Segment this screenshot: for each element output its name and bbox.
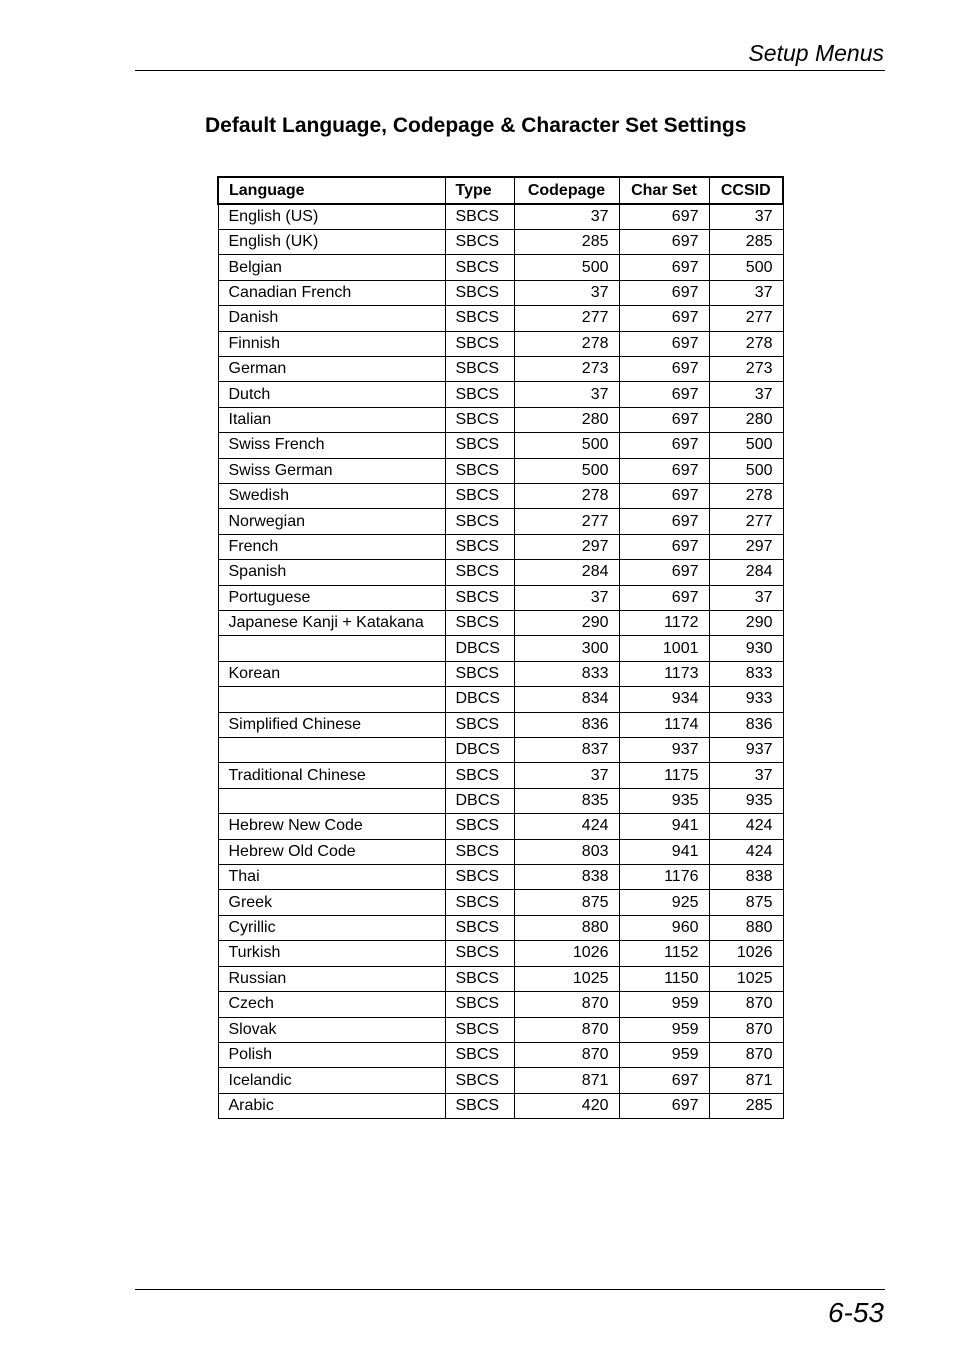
table-row [218, 611, 783, 636]
cell-ccsid: 284 [709, 560, 783, 585]
running-header: Setup Menus [748, 40, 884, 66]
cell-ccsid: 278 [709, 483, 783, 508]
cell-language: German [218, 356, 445, 381]
cell-codepage: 37 [514, 280, 619, 305]
cell-codepage: 37 [514, 204, 619, 229]
cell-ccsid: 290 [709, 611, 783, 636]
cell-type: SBCS [445, 433, 514, 458]
cell-codepage: 835 [514, 788, 619, 813]
cell-type: SBCS [445, 229, 514, 254]
cell-ccsid: 838 [709, 865, 783, 890]
cell-language: Traditional Chinese [218, 763, 445, 788]
cell-ccsid: 930 [709, 636, 783, 661]
table-row [218, 992, 783, 1017]
table-row [218, 433, 783, 458]
cell-codepage: 500 [514, 458, 619, 483]
cell-codepage: 837 [514, 738, 619, 763]
cell-char-set: 697 [619, 229, 709, 254]
cell-ccsid: 833 [709, 661, 783, 686]
cell-type: SBCS [445, 534, 514, 559]
table-row [218, 941, 783, 966]
cell-ccsid: 277 [709, 306, 783, 331]
cell-ccsid: 836 [709, 712, 783, 737]
cell-type: SBCS [445, 992, 514, 1017]
cell-codepage: 803 [514, 839, 619, 864]
table-row [218, 560, 783, 585]
cell-codepage: 836 [514, 712, 619, 737]
cell-type: DBCS [445, 788, 514, 813]
cell-ccsid: 500 [709, 255, 783, 280]
table-row [218, 585, 783, 610]
cell-ccsid: 37 [709, 382, 783, 407]
table-row [218, 687, 783, 712]
cell-type: SBCS [445, 712, 514, 737]
cell-type: SBCS [445, 1042, 514, 1067]
cell-type: SBCS [445, 839, 514, 864]
cell-ccsid: 1025 [709, 966, 783, 991]
cell-char-set: 959 [619, 1017, 709, 1042]
cell-codepage: 284 [514, 560, 619, 585]
table-row [218, 661, 783, 686]
table-body [218, 204, 783, 1119]
cell-language: Swiss German [218, 458, 445, 483]
column-header-char-set: Char Set [619, 177, 709, 204]
table-row [218, 966, 783, 991]
cell-type: SBCS [445, 483, 514, 508]
cell-language [218, 636, 445, 661]
cell-type: SBCS [445, 255, 514, 280]
cell-type: SBCS [445, 356, 514, 381]
cell-char-set: 697 [619, 306, 709, 331]
cell-language: Spanish [218, 560, 445, 585]
cell-char-set: 1175 [619, 763, 709, 788]
table-row [218, 814, 783, 839]
cell-codepage: 875 [514, 890, 619, 915]
cell-ccsid: 424 [709, 839, 783, 864]
table-row [218, 331, 783, 356]
header-rule [135, 70, 885, 71]
table-row [218, 788, 783, 813]
cell-ccsid: 870 [709, 1042, 783, 1067]
cell-language: Swiss French [218, 433, 445, 458]
cell-char-set: 697 [619, 407, 709, 432]
cell-char-set: 697 [619, 534, 709, 559]
cell-codepage: 833 [514, 661, 619, 686]
cell-language: Finnish [218, 331, 445, 356]
cell-type: SBCS [445, 458, 514, 483]
cell-language: Belgian [218, 255, 445, 280]
cell-type: SBCS [445, 560, 514, 585]
cell-type: SBCS [445, 585, 514, 610]
cell-language: Greek [218, 890, 445, 915]
cell-char-set: 1173 [619, 661, 709, 686]
cell-char-set: 960 [619, 915, 709, 940]
cell-ccsid: 37 [709, 204, 783, 229]
cell-language: Italian [218, 407, 445, 432]
cell-ccsid: 1026 [709, 941, 783, 966]
cell-char-set: 697 [619, 458, 709, 483]
cell-type: SBCS [445, 1017, 514, 1042]
cell-type: SBCS [445, 661, 514, 686]
cell-language: Czech [218, 992, 445, 1017]
cell-codepage: 37 [514, 585, 619, 610]
cell-codepage: 420 [514, 1093, 619, 1118]
cell-codepage: 500 [514, 255, 619, 280]
table-row [218, 738, 783, 763]
table-row [218, 763, 783, 788]
table-row [218, 1068, 783, 1093]
page-number: 6-53 [827, 1297, 884, 1328]
cell-ccsid: 871 [709, 1068, 783, 1093]
table-row [218, 839, 783, 864]
cell-char-set: 925 [619, 890, 709, 915]
cell-char-set: 697 [619, 331, 709, 356]
cell-codepage: 278 [514, 331, 619, 356]
cell-type: SBCS [445, 865, 514, 890]
cell-language: Turkish [218, 941, 445, 966]
cell-char-set: 697 [619, 1068, 709, 1093]
cell-language: Swedish [218, 483, 445, 508]
cell-char-set: 697 [619, 204, 709, 229]
cell-ccsid: 937 [709, 738, 783, 763]
table-row [218, 915, 783, 940]
cell-char-set: 697 [619, 280, 709, 305]
cell-char-set: 697 [619, 509, 709, 534]
cell-char-set: 697 [619, 483, 709, 508]
cell-language: Hebrew Old Code [218, 839, 445, 864]
table-row [218, 890, 783, 915]
cell-language: Polish [218, 1042, 445, 1067]
cell-type: SBCS [445, 1068, 514, 1093]
cell-type: SBCS [445, 763, 514, 788]
cell-char-set: 1150 [619, 966, 709, 991]
table-row [218, 1093, 783, 1118]
cell-language: English (US) [218, 204, 445, 229]
cell-language: Canadian French [218, 280, 445, 305]
cell-ccsid: 880 [709, 915, 783, 940]
table-row [218, 280, 783, 305]
cell-ccsid: 870 [709, 1017, 783, 1042]
cell-language: Korean [218, 661, 445, 686]
cell-codepage: 834 [514, 687, 619, 712]
table-row [218, 204, 783, 229]
cell-char-set: 697 [619, 1093, 709, 1118]
cell-char-set: 935 [619, 788, 709, 813]
table-row [218, 229, 783, 254]
cell-language [218, 788, 445, 813]
cell-language: Icelandic [218, 1068, 445, 1093]
table-row [218, 306, 783, 331]
cell-language: Cyrillic [218, 915, 445, 940]
cell-type: SBCS [445, 407, 514, 432]
column-header-codepage: Codepage [514, 177, 619, 204]
cell-language: Thai [218, 865, 445, 890]
cell-ccsid: 37 [709, 280, 783, 305]
table-row [218, 356, 783, 381]
column-header-language: Language [218, 177, 445, 204]
cell-ccsid: 285 [709, 1093, 783, 1118]
cell-codepage: 285 [514, 229, 619, 254]
cell-type: SBCS [445, 382, 514, 407]
cell-type: SBCS [445, 306, 514, 331]
cell-ccsid: 935 [709, 788, 783, 813]
cell-type: DBCS [445, 687, 514, 712]
cell-language: Dutch [218, 382, 445, 407]
cell-language: Japanese Kanji + Katakana [218, 611, 445, 636]
cell-codepage: 37 [514, 763, 619, 788]
cell-codepage: 273 [514, 356, 619, 381]
cell-ccsid: 424 [709, 814, 783, 839]
cell-language: Russian [218, 966, 445, 991]
cell-char-set: 959 [619, 992, 709, 1017]
cell-type: SBCS [445, 915, 514, 940]
cell-ccsid: 875 [709, 890, 783, 915]
cell-char-set: 941 [619, 814, 709, 839]
cell-type: SBCS [445, 611, 514, 636]
cell-language: Simplified Chinese [218, 712, 445, 737]
cell-codepage: 500 [514, 433, 619, 458]
table-row [218, 509, 783, 534]
table-row [218, 1042, 783, 1067]
section-title: Default Language, Codepage & Character Set Settings [205, 114, 747, 137]
cell-char-set: 941 [619, 839, 709, 864]
cell-type: SBCS [445, 1093, 514, 1118]
cell-type: SBCS [445, 814, 514, 839]
cell-language: Slovak [218, 1017, 445, 1042]
cell-char-set: 1001 [619, 636, 709, 661]
cell-ccsid: 277 [709, 509, 783, 534]
cell-ccsid: 933 [709, 687, 783, 712]
cell-char-set: 697 [619, 433, 709, 458]
cell-char-set: 697 [619, 585, 709, 610]
cell-codepage: 277 [514, 306, 619, 331]
cell-ccsid: 285 [709, 229, 783, 254]
cell-type: SBCS [445, 280, 514, 305]
cell-codepage: 870 [514, 992, 619, 1017]
cell-language [218, 738, 445, 763]
table-row [218, 1017, 783, 1042]
cell-type: DBCS [445, 636, 514, 661]
cell-codepage: 870 [514, 1042, 619, 1067]
cell-type: SBCS [445, 509, 514, 534]
cell-language: Hebrew New Code [218, 814, 445, 839]
cell-ccsid: 297 [709, 534, 783, 559]
cell-language: English (UK) [218, 229, 445, 254]
cell-codepage: 871 [514, 1068, 619, 1093]
cell-codepage: 1026 [514, 941, 619, 966]
table-row [218, 534, 783, 559]
cell-ccsid: 500 [709, 433, 783, 458]
cell-codepage: 297 [514, 534, 619, 559]
cell-language [218, 687, 445, 712]
cell-char-set: 959 [619, 1042, 709, 1067]
cell-char-set: 697 [619, 560, 709, 585]
table-row [218, 382, 783, 407]
cell-codepage: 880 [514, 915, 619, 940]
cell-char-set: 1172 [619, 611, 709, 636]
cell-ccsid: 273 [709, 356, 783, 381]
column-header-type: Type [445, 177, 514, 204]
language-codepage-table [217, 176, 784, 1119]
cell-type: SBCS [445, 941, 514, 966]
cell-char-set: 1174 [619, 712, 709, 737]
cell-type: SBCS [445, 204, 514, 229]
cell-char-set: 1176 [619, 865, 709, 890]
cell-codepage: 37 [514, 382, 619, 407]
cell-codepage: 290 [514, 611, 619, 636]
cell-ccsid: 37 [709, 763, 783, 788]
cell-type: DBCS [445, 738, 514, 763]
cell-char-set: 937 [619, 738, 709, 763]
cell-char-set: 697 [619, 255, 709, 280]
cell-type: SBCS [445, 890, 514, 915]
cell-ccsid: 278 [709, 331, 783, 356]
table-row [218, 407, 783, 432]
cell-codepage: 300 [514, 636, 619, 661]
cell-language: Portuguese [218, 585, 445, 610]
cell-codepage: 277 [514, 509, 619, 534]
cell-codepage: 838 [514, 865, 619, 890]
table-row [218, 483, 783, 508]
cell-ccsid: 37 [709, 585, 783, 610]
cell-language: Norwegian [218, 509, 445, 534]
footer-rule [135, 1289, 885, 1290]
table-header-row [218, 177, 783, 204]
cell-codepage: 278 [514, 483, 619, 508]
table-row [218, 712, 783, 737]
cell-char-set: 697 [619, 382, 709, 407]
table-row [218, 458, 783, 483]
column-header-ccsid: CCSID [709, 177, 783, 204]
cell-ccsid: 280 [709, 407, 783, 432]
cell-char-set: 697 [619, 356, 709, 381]
cell-char-set: 1152 [619, 941, 709, 966]
cell-ccsid: 500 [709, 458, 783, 483]
table-row [218, 255, 783, 280]
cell-codepage: 870 [514, 1017, 619, 1042]
table-row [218, 636, 783, 661]
cell-ccsid: 870 [709, 992, 783, 1017]
cell-language: Danish [218, 306, 445, 331]
cell-codepage: 424 [514, 814, 619, 839]
cell-language: French [218, 534, 445, 559]
cell-type: SBCS [445, 331, 514, 356]
cell-codepage: 1025 [514, 966, 619, 991]
table-row [218, 865, 783, 890]
cell-char-set: 934 [619, 687, 709, 712]
cell-type: SBCS [445, 966, 514, 991]
cell-language: Arabic [218, 1093, 445, 1118]
cell-codepage: 280 [514, 407, 619, 432]
